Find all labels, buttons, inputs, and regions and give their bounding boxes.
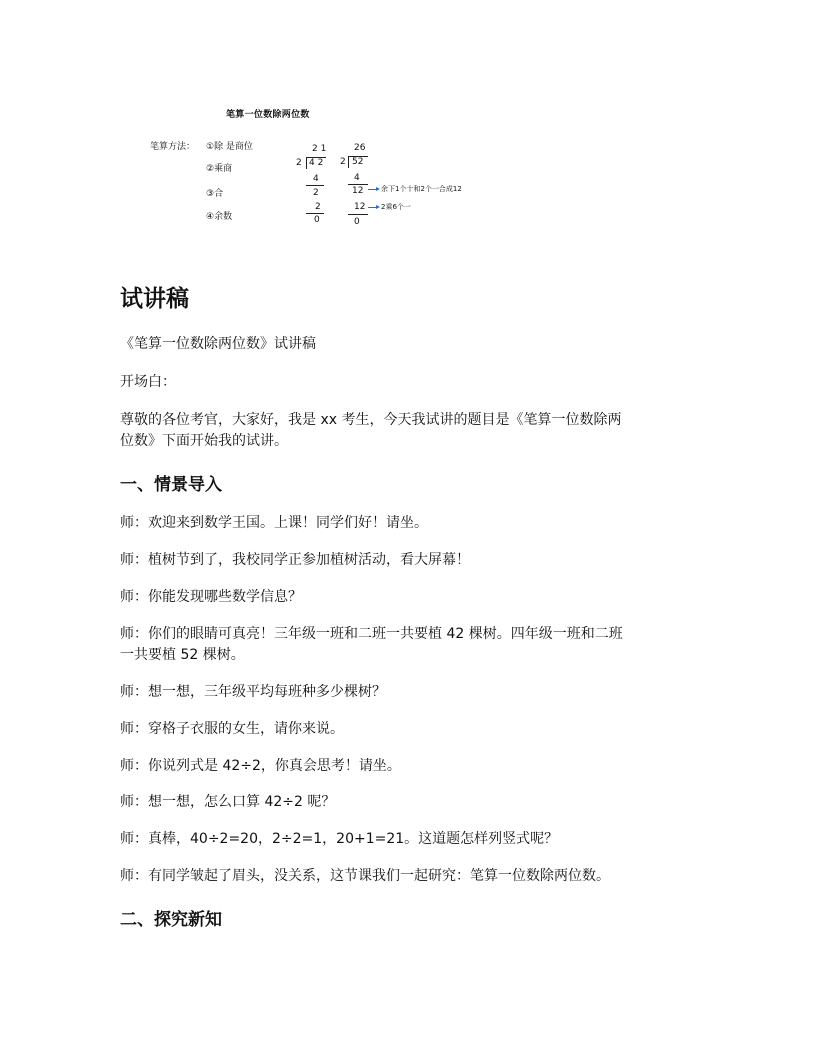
section-heading-1: 一、情景导入 [120,475,222,495]
subtract-line [306,185,324,186]
method-label: 笔算方法： [150,142,196,152]
subtract-line [348,184,368,185]
method-step-2: ②乘商 [206,164,233,174]
quotient: 2 1 [312,144,327,154]
dialogue-paragraph [120,624,700,666]
page-title: 试讲稿 [120,286,189,312]
blackboard-figure [118,100,498,235]
product-row-2: 12 [354,202,366,212]
section-heading-2: 二、探究新知 [120,910,222,930]
division-bracket [348,156,349,168]
dialogue-line: 师：有同学皱起了眉头，没关系，这节课我们一起研究：笔算一位数除两位数。 [120,868,610,884]
difference-row: 2 [313,188,319,198]
dialogue-line: 师：真棒，40÷2=20，2÷2=1，20+1=21。这道题怎样列竖式呢？ [120,831,559,847]
remainder: 0 [354,217,360,227]
opening-line-2: 位数》下面开始我的试讲。 [120,433,288,449]
quotient: 26 [354,143,366,153]
method-step-4: ④余数 [206,212,233,222]
dialogue-line: 师：植树节到了，我校同学正参加植树活动，看大屏幕！ [120,552,470,568]
dialogue-line: 师：欢迎来到数学王国。上课！同学们好！请坐。 [120,515,428,531]
opening-line-1: 尊敬的各位考官，大家好，我是 xx 考生，今天我试讲的题目是《笔算一位数除两 [120,412,622,428]
product-row: 4 [354,173,360,183]
difference-row: 12 [352,186,364,196]
dialogue-line: 师：你说列式是 42÷2，你真会思考！请坐。 [120,758,401,774]
product-row: 4 [313,174,319,184]
division-bracket [306,157,307,169]
dividend: 52 [352,157,364,167]
arrow-icon [368,207,378,208]
dialogue-line: 师：想一想，三年级平均每班种多少棵树？ [120,684,386,700]
board-title: 笔算一位数除两位数 [226,110,310,120]
annotation-2: 2乘6个一 [381,203,411,211]
divisor: 2 [340,157,346,167]
divisor: 2 [296,158,302,168]
dialogue-line: 师：想一想，怎么口算 42÷2 呢？ [120,794,336,810]
dialogue-line: 师：你们的眼睛可真亮！三年级一班和二班一共要植 42 棵树。四年级一班和二班 [120,626,623,642]
product-row-2: 2 [315,202,321,212]
arrow-icon [368,189,378,190]
dialogue-line: 师：你能发现哪些数学信息？ [120,589,302,605]
annotation-1: 余下1个十和2个一合成12 [381,185,462,193]
opening-paragraph [120,410,700,452]
method-step-3: ③合 [206,189,224,199]
subtract-line-2 [306,213,324,214]
remainder: 0 [314,215,320,225]
opening-label: 开场白： [120,374,176,390]
dialogue-line: 师：穿格子衣服的女生，请你来说。 [120,721,344,737]
dialogue-line: 一共要植 52 棵树。 [120,647,245,663]
subtract-line-2 [348,214,368,215]
doc-subtitle: 《笔算一位数除两位数》试讲稿 [120,336,316,352]
method-step-1: ①除 是商位 [206,142,253,152]
dividend: 4 2 [309,158,324,168]
